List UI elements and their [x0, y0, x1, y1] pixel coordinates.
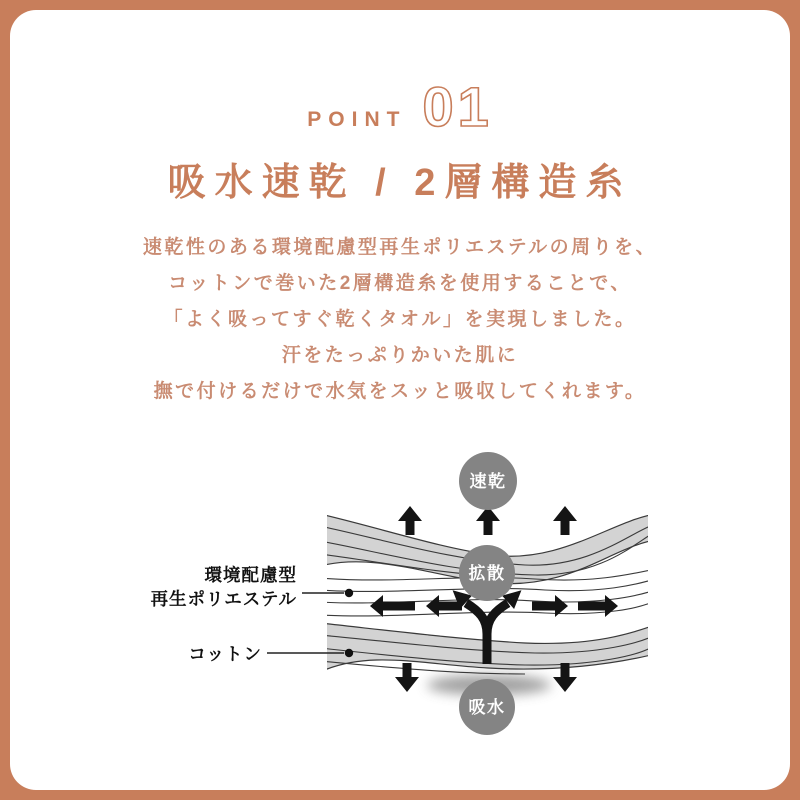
left-arrow-icon [370, 595, 415, 617]
leader-dot [345, 649, 353, 657]
description [10, 230, 790, 410]
content-panel [10, 10, 790, 790]
absorption-badge [459, 679, 515, 735]
leader-dot [345, 589, 353, 597]
fabric-diagram [140, 442, 700, 742]
diffusion-label: 拡散 [468, 564, 506, 583]
cotton-label: コットン [188, 644, 262, 664]
polyester-callout [151, 565, 354, 609]
polyester-label-line2: 再生ポリエステル [150, 589, 297, 609]
absorption-label: 吸水 [468, 698, 506, 717]
point-eyebrow: POINT [307, 108, 407, 131]
diffusion-badge [459, 545, 515, 601]
description-line: コットンで巻いた2層構造糸を使用することで、 [168, 273, 632, 294]
point-number: 01 [422, 75, 493, 138]
quick-dry-label: 速乾 [469, 472, 507, 491]
description-line: 撫で付けるだけで水気をスッと吸収してくれます。 [153, 381, 647, 402]
polyester-label-line1: 環境配慮型 [204, 565, 297, 585]
description-line: 汗をたっぷりかいた肌に [281, 345, 519, 366]
quick-dry-badge [459, 452, 517, 510]
description-line: 速乾性のある環境配慮型再生ポリエステルの周りを、 [142, 237, 658, 258]
up-arrow-icon [398, 506, 577, 535]
page-title: 吸水速乾 / 2層構造糸 [167, 162, 633, 204]
point-header [10, 74, 790, 139]
description-line: 「よく吸ってすぐ乾くタオル」を実現しました。 [163, 309, 637, 330]
